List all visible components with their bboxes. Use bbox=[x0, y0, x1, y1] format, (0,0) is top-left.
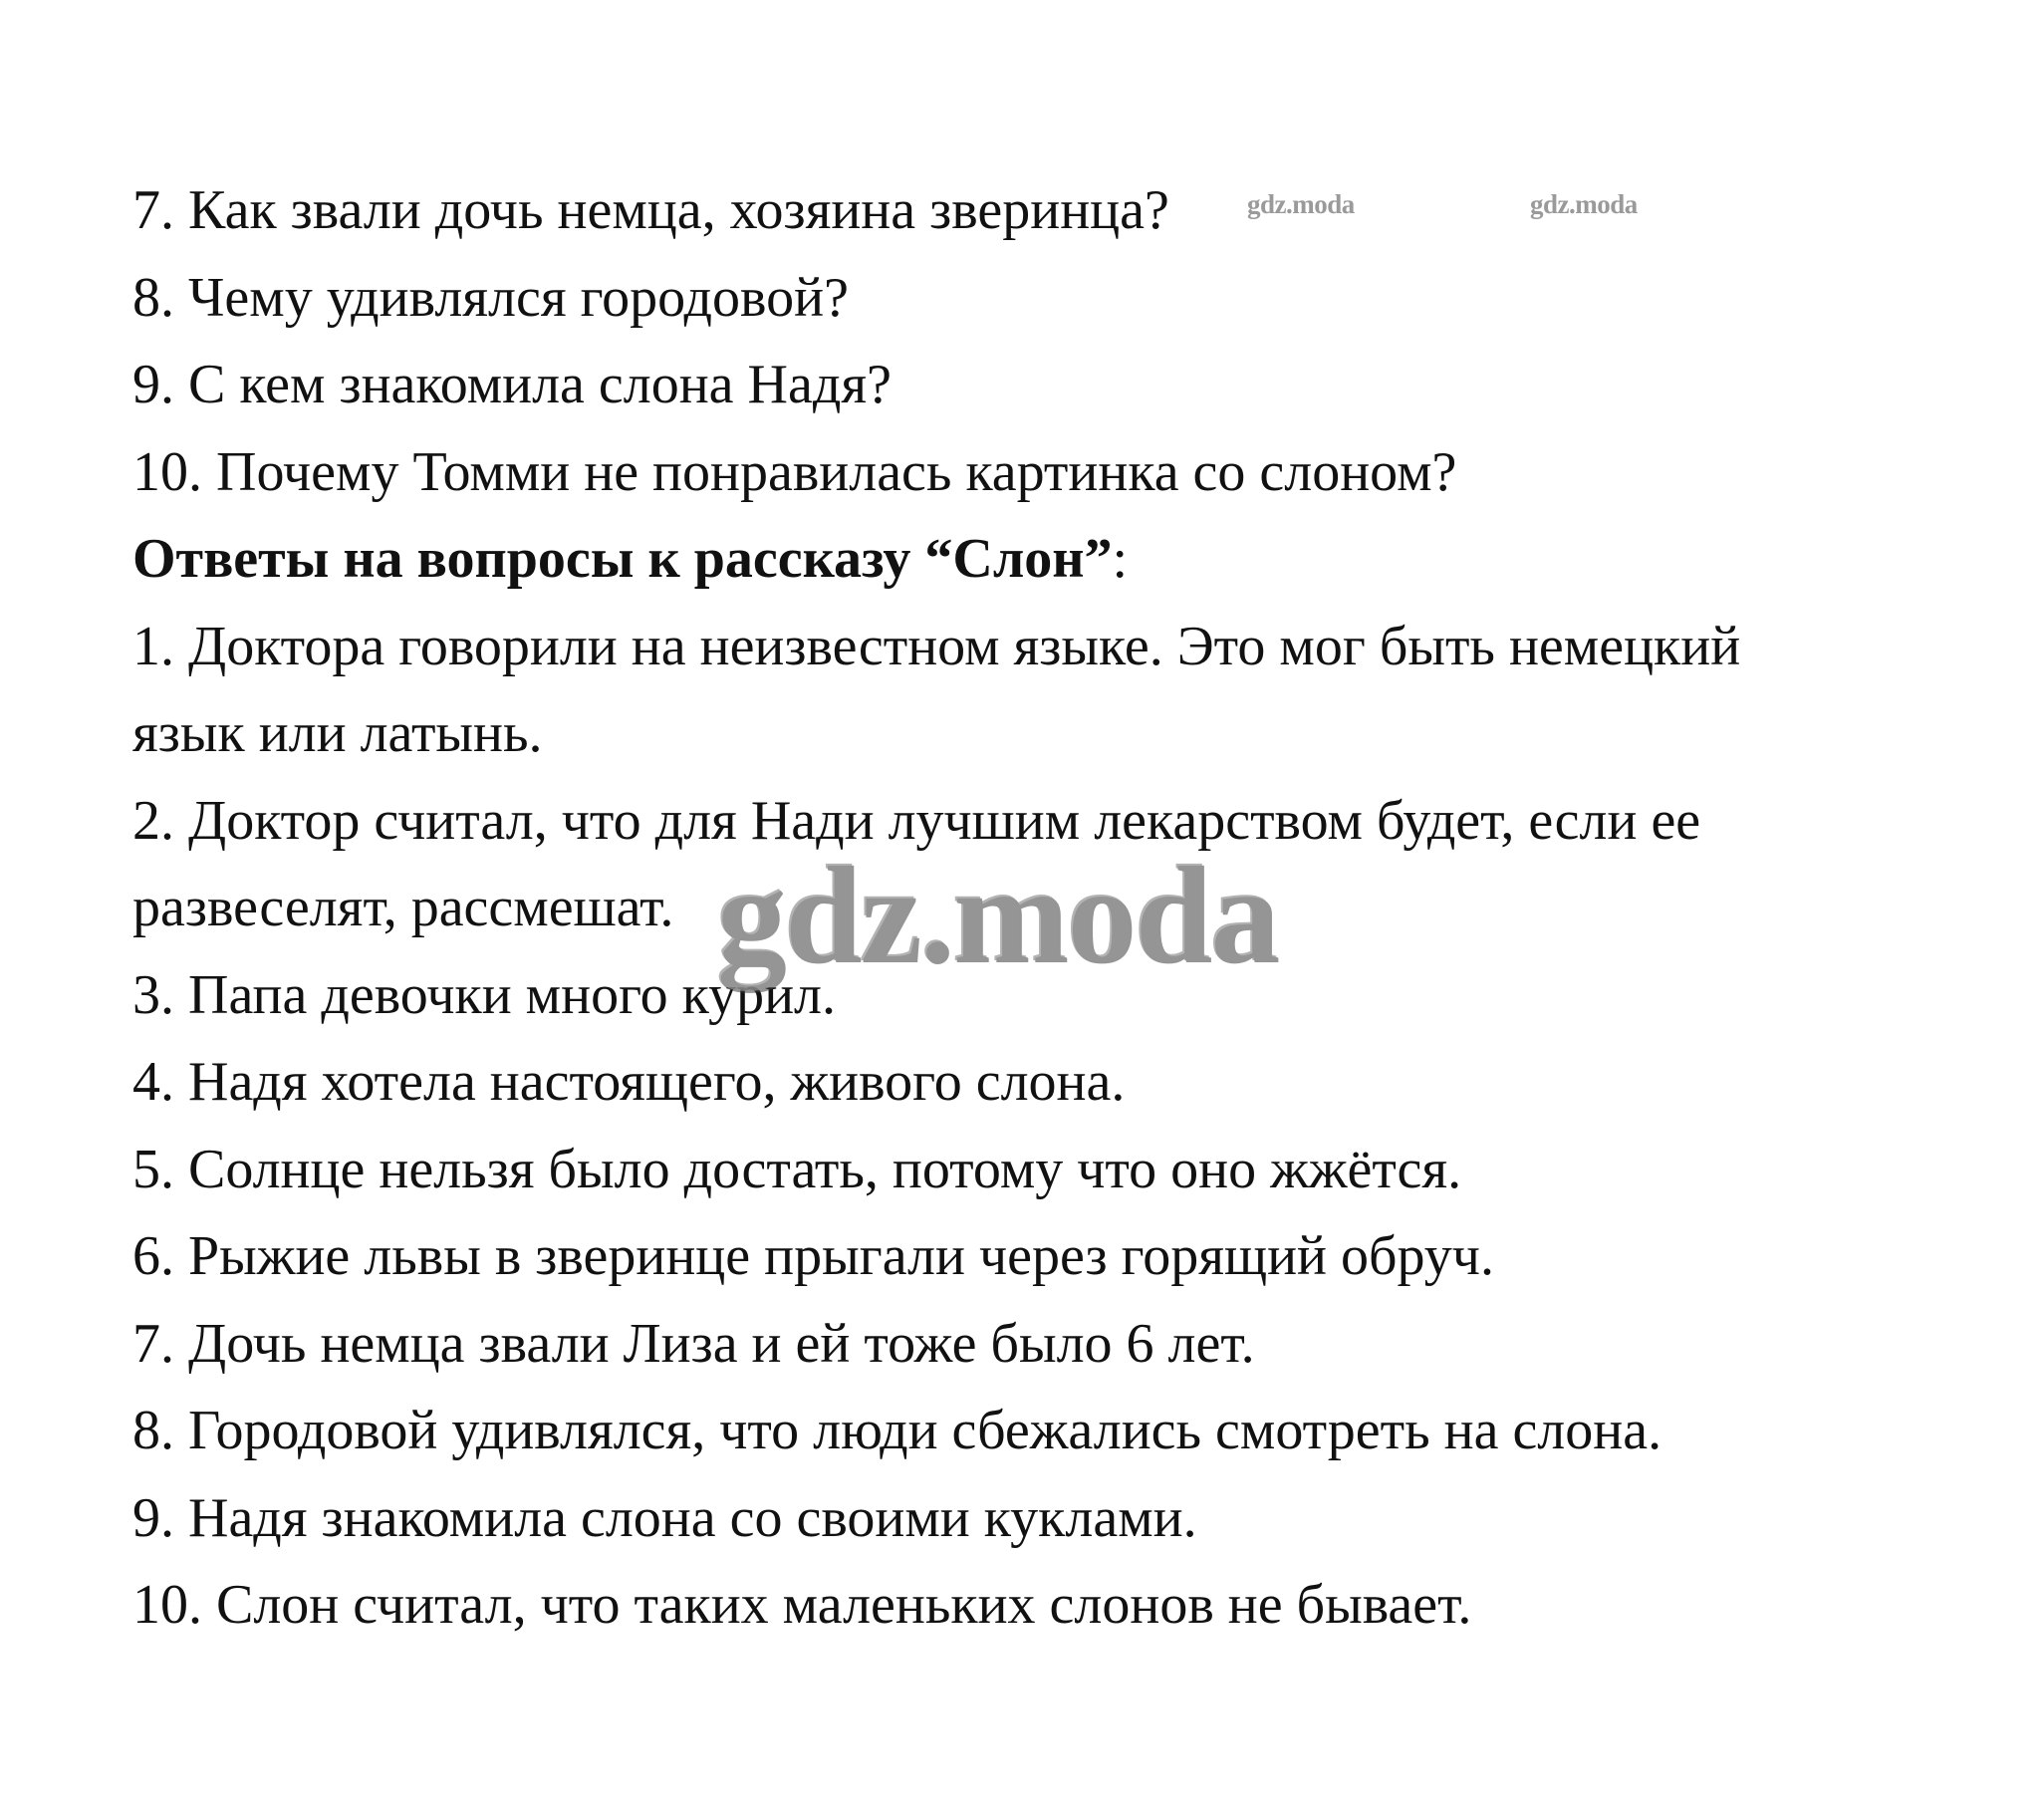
item-text: Солнце нельзя было достать, потому что оно жжётся. bbox=[188, 1138, 1462, 1200]
question-item bbox=[132, 255, 1945, 343]
watermark-small: gdz.moda bbox=[1247, 189, 1355, 219]
item-text: язык или латынь. bbox=[132, 702, 543, 764]
answer-item bbox=[132, 1039, 1945, 1127]
item-text: Надя хотела настоящего, живого слона. bbox=[188, 1051, 1126, 1113]
item-number: 6. bbox=[132, 1225, 174, 1287]
item-number: 4. bbox=[132, 1051, 174, 1113]
question-item bbox=[132, 342, 1945, 429]
item-text: Доктор считал, что для Нади лучшим лекарством будет, если ее bbox=[188, 789, 1701, 852]
answer-item bbox=[132, 604, 1945, 691]
answer-item bbox=[132, 1213, 1945, 1301]
item-text: Папа девочки много курил. bbox=[188, 963, 836, 1026]
item-text: Надя знакомила слона со своими куклами. bbox=[188, 1486, 1197, 1549]
item-number: 5. bbox=[132, 1138, 174, 1200]
question-item bbox=[132, 167, 1945, 255]
answers-heading-colon: : bbox=[1112, 528, 1129, 590]
item-number: 8. bbox=[132, 1400, 174, 1461]
answers-heading bbox=[132, 516, 1945, 604]
item-number: 9. bbox=[132, 354, 174, 415]
answer-item bbox=[132, 1127, 1945, 1214]
item-number: 10. bbox=[132, 440, 202, 503]
question-item bbox=[132, 429, 1945, 517]
item-number: 10. bbox=[132, 1574, 202, 1636]
item-text: развеселят, рассмешат. bbox=[132, 877, 674, 938]
item-number: 9. bbox=[132, 1486, 174, 1549]
item-text: Дочь немца звали Лиза и ей тоже было 6 лет. bbox=[188, 1312, 1255, 1375]
answer-continuation bbox=[132, 690, 1945, 778]
answer-item bbox=[132, 1562, 1945, 1650]
answer-item bbox=[132, 1301, 1945, 1389]
item-number: 2. bbox=[132, 789, 174, 852]
answer-item bbox=[132, 1388, 1945, 1475]
item-text: Чему удивлялся городовой? bbox=[188, 266, 849, 329]
item-text: Городовой удивлялся, что люди сбежались смотреть на слона. bbox=[188, 1400, 1662, 1461]
item-text: Как звали дочь немца, хозяина зверинца? bbox=[188, 179, 1169, 241]
item-number: 7. bbox=[132, 179, 174, 241]
item-number: 7. bbox=[132, 1312, 174, 1375]
item-text: С кем знакомила слона Надя? bbox=[188, 354, 892, 415]
item-number: 8. bbox=[132, 266, 174, 329]
watermark-small: gdz.moda bbox=[1530, 189, 1638, 219]
item-text: Слон считал, что таких маленьких слонов не бывает. bbox=[216, 1574, 1472, 1636]
answers-heading-title: Ответы на вопросы к рассказу “Слон” bbox=[132, 528, 1113, 590]
item-text: Почему Томми не понравилась картинка со слоном? bbox=[216, 440, 1457, 503]
item-number: 3. bbox=[132, 963, 174, 1026]
answer-item bbox=[132, 1475, 1945, 1563]
item-text: Доктора говорили на неизвестном языке. Это мог быть немецкий bbox=[188, 615, 1741, 677]
item-number: 1. bbox=[132, 615, 174, 677]
watermark-large: gdz.moda bbox=[715, 837, 1277, 991]
item-text: Рыжие львы в зверинце прыгали через горящий обруч. bbox=[188, 1225, 1494, 1287]
